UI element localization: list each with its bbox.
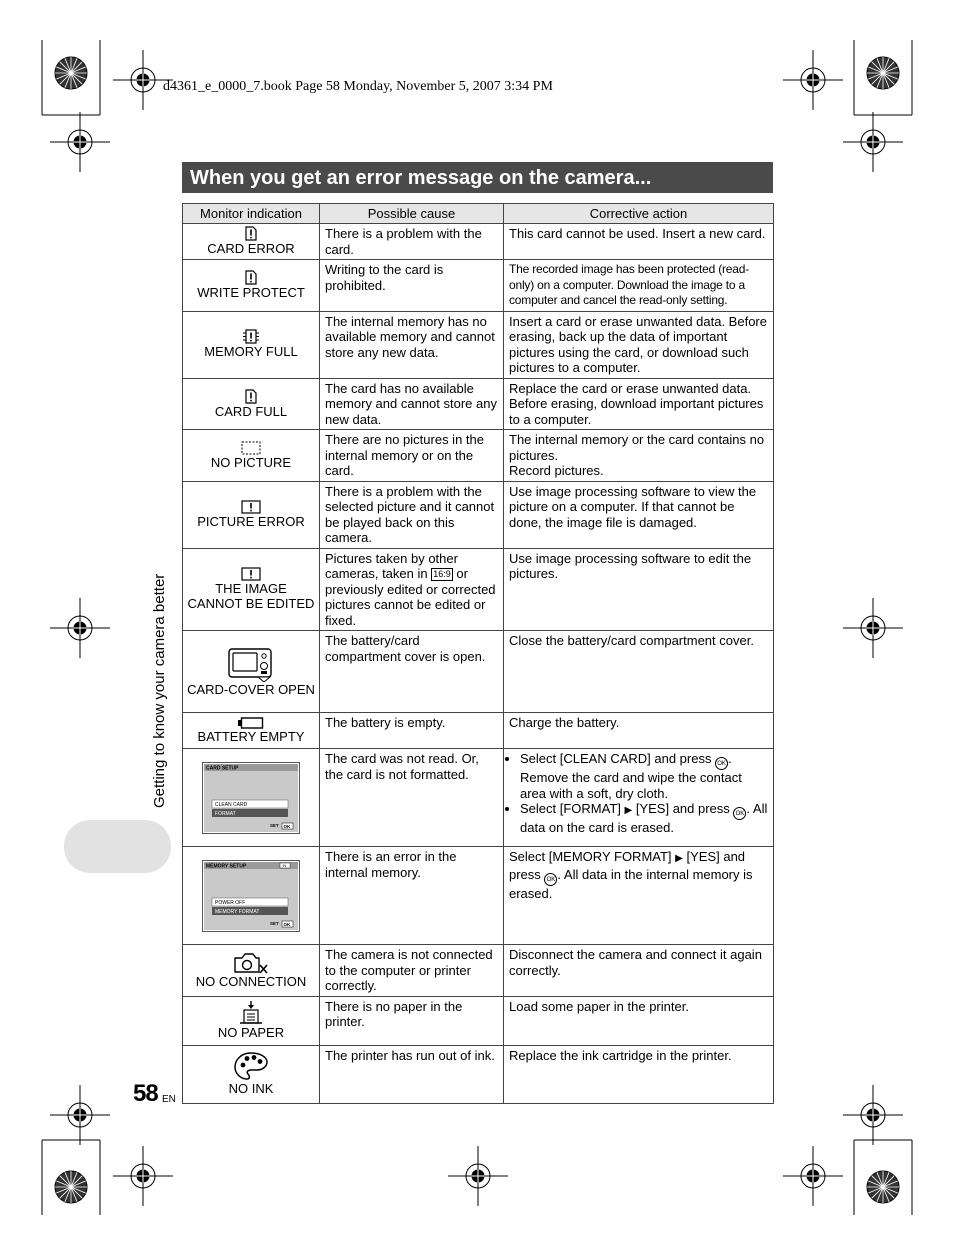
picture-error-icon [241,500,261,514]
cause-cell: The internal memory has no available memory and cannot store any new data. [320,311,504,378]
card-setup-screen [202,762,300,834]
monitor-label: MEMORY FULL [204,344,298,360]
action-cell: Insert a card or erase unwanted data. Before erasing, back up the data of important pictures using the card, or download such pictures to a computer. [504,311,774,378]
table-row [183,749,774,847]
action-cell: Use image processing software to edit the pictures. [504,548,774,631]
aspect-16-9-icon: 16:9 [433,569,451,579]
monitor-label: WRITE PROTECT [197,285,305,300]
camera-cover-open-icon [228,646,274,682]
table-row [183,996,774,1045]
action-cell: This card cannot be used. Insert a new card. [504,224,774,260]
monitor-cell [183,224,320,260]
error-message-table [182,203,774,1104]
action-text-2: Record pictures. [509,463,604,478]
monitor-cell [183,481,320,548]
table-row [183,430,774,482]
table-row [183,713,774,749]
monitor-cell [183,847,320,945]
screen-ok-label: OK [283,823,291,829]
cause-text-b: or previously edited or corrected pictures cannot be edited or fixed. [325,566,496,628]
header-monitor: Monitor indication [183,204,320,224]
page-language: EN [162,1094,176,1105]
cause-text-a: Pictures taken by other cameras, taken in [325,550,458,581]
monitor-cell [183,1045,320,1103]
screen-set-label: SET [270,822,279,828]
action-cell: Close the battery/card compartment cover. [504,631,774,713]
ink-palette-icon [233,1051,269,1081]
cause-cell: The battery is empty. [320,713,504,749]
battery-empty-icon [238,717,264,729]
screen-badge: IN [282,863,286,868]
cause-cell: Writing to the card is prohibited. [320,260,504,312]
cause-cell: There are no pictures in the internal memory or on the card. [320,430,504,482]
action-bullet: • Select [FORMAT] ▶ [YES] and press OK . All data on the card is erased. [520,801,768,836]
table-row [183,1045,774,1103]
card-full-icon [245,389,257,404]
screen-item: CLEAN CARD [215,801,248,808]
camera-no-connection-icon [233,952,269,974]
cause-cell: There is an error in the internal memory. [320,847,504,945]
screen-ok-label: OK [283,921,291,927]
table-row [183,311,774,378]
action-bullet: • Select [CLEAN CARD] and press OK . Remove the card and wipe the contact area with a soft, dry cloth. [520,751,768,801]
action-cell: The recorded image has been protected (read-only) on a computer. Download the image to a computer and cancel the read-only setting. [504,260,774,312]
table-row [183,224,774,260]
action-cell: Load some paper in the printer. [504,996,774,1045]
monitor-cell [183,713,320,749]
monitor-label: NO CONNECTION [195,973,307,989]
monitor-label: BATTERY EMPTY [197,728,305,744]
monitor-cell [183,430,320,482]
action-cell: Use image processing software to view the picture on a computer. If that cannot be done, the image file is damaged. [504,481,774,548]
action-cell [504,749,774,847]
table-row [183,481,774,548]
table-row [183,631,774,713]
no-paper-icon [238,1001,264,1025]
monitor-label: THE IMAGE CANNOT BE EDITED [187,580,315,612]
monitor-label: NO INK [228,1081,274,1097]
cause-cell [320,548,504,631]
monitor-label: NO PICTURE [210,454,292,470]
table-row [183,260,774,312]
cause-cell: The camera is not connected to the computer or printer correctly. [320,945,504,997]
table-row [183,378,774,430]
ok-button-icon: OK [544,873,557,886]
header-action: Corrective action [504,204,774,224]
header-cause: Possible cause [320,204,504,224]
monitor-cell [183,996,320,1045]
cause-cell: There is a problem with the card. [320,224,504,260]
monitor-cell [183,749,320,847]
action-cell: Replace the ink cartridge in the printer. [504,1045,774,1103]
write-protect-icon [245,270,257,285]
image-edit-error-icon [241,567,261,581]
table-header-row [183,204,774,224]
monitor-label: CARD-COVER OPEN [187,681,315,697]
screen-title: MEMORY SETUP [206,863,247,869]
side-tab [64,820,171,873]
screen-set-label: SET [270,920,279,926]
cause-cell: The printer has run out of ink. [320,1045,504,1103]
card-error-icon [245,226,257,241]
memory-setup-screen [202,860,300,932]
monitor-cell [183,945,320,997]
ok-button-icon: OK [733,807,746,820]
cause-cell: The card has no available memory and cannot store any new data. [320,378,504,430]
monitor-label: CARD FULL [214,403,288,419]
arrow-right-icon: ▶ [624,805,633,816]
action-list [509,751,768,836]
monitor-label: PICTURE ERROR [197,513,305,529]
cause-cell: The card was not read. Or, the card is not formatted. [320,749,504,847]
action-cell: Select [MEMORY FORMAT] ▶ [YES] and press OK . All data in the internal memory is erased. [504,847,774,945]
action-cell: Replace the card or erase unwanted data. Before erasing, download important pictures to a computer. [504,378,774,430]
page-number: 58 [133,1080,158,1107]
screen-item: POWER OFF [215,899,246,906]
monitor-cell [183,378,320,430]
arrow-right-icon: ▶ [675,853,683,864]
table-row [183,945,774,997]
monitor-cell [183,260,320,312]
action-cell: Disconnect the camera and connect it again correctly. [504,945,774,997]
screen-title: CARD SETUP [206,765,239,771]
monitor-cell [183,311,320,378]
action-cell [504,430,774,482]
table-row [183,548,774,631]
action-cell: Charge the battery. [504,713,774,749]
screen-item-selected: MEMORY FORMAT [215,908,260,915]
cause-cell: There is no paper in the printer. [320,996,504,1045]
cause-cell: The battery/card compartment cover is open. [320,631,504,713]
cause-cell: There is a problem with the selected picture and it cannot be played back on this camera. [320,481,504,548]
screen-item-selected: FORMAT [215,810,236,817]
no-picture-icon [241,441,261,455]
monitor-cell [183,631,320,713]
side-label: Getting to know your camera better [151,573,168,808]
ok-button-icon: OK [715,757,728,770]
monitor-cell [183,548,320,631]
internal-memory-full-icon [243,329,259,344]
table-row [183,847,774,945]
monitor-label: CARD ERROR [207,241,295,257]
monitor-label: NO PAPER [217,1024,285,1040]
print-header: d4361_e_0000_7.book Page 58 Monday, November 5, 2007 3:34 PM [163,79,553,94]
action-text: The internal memory or the card contains no pictures. [509,432,765,463]
page-title: When you get an error message on the camera... [182,162,773,193]
